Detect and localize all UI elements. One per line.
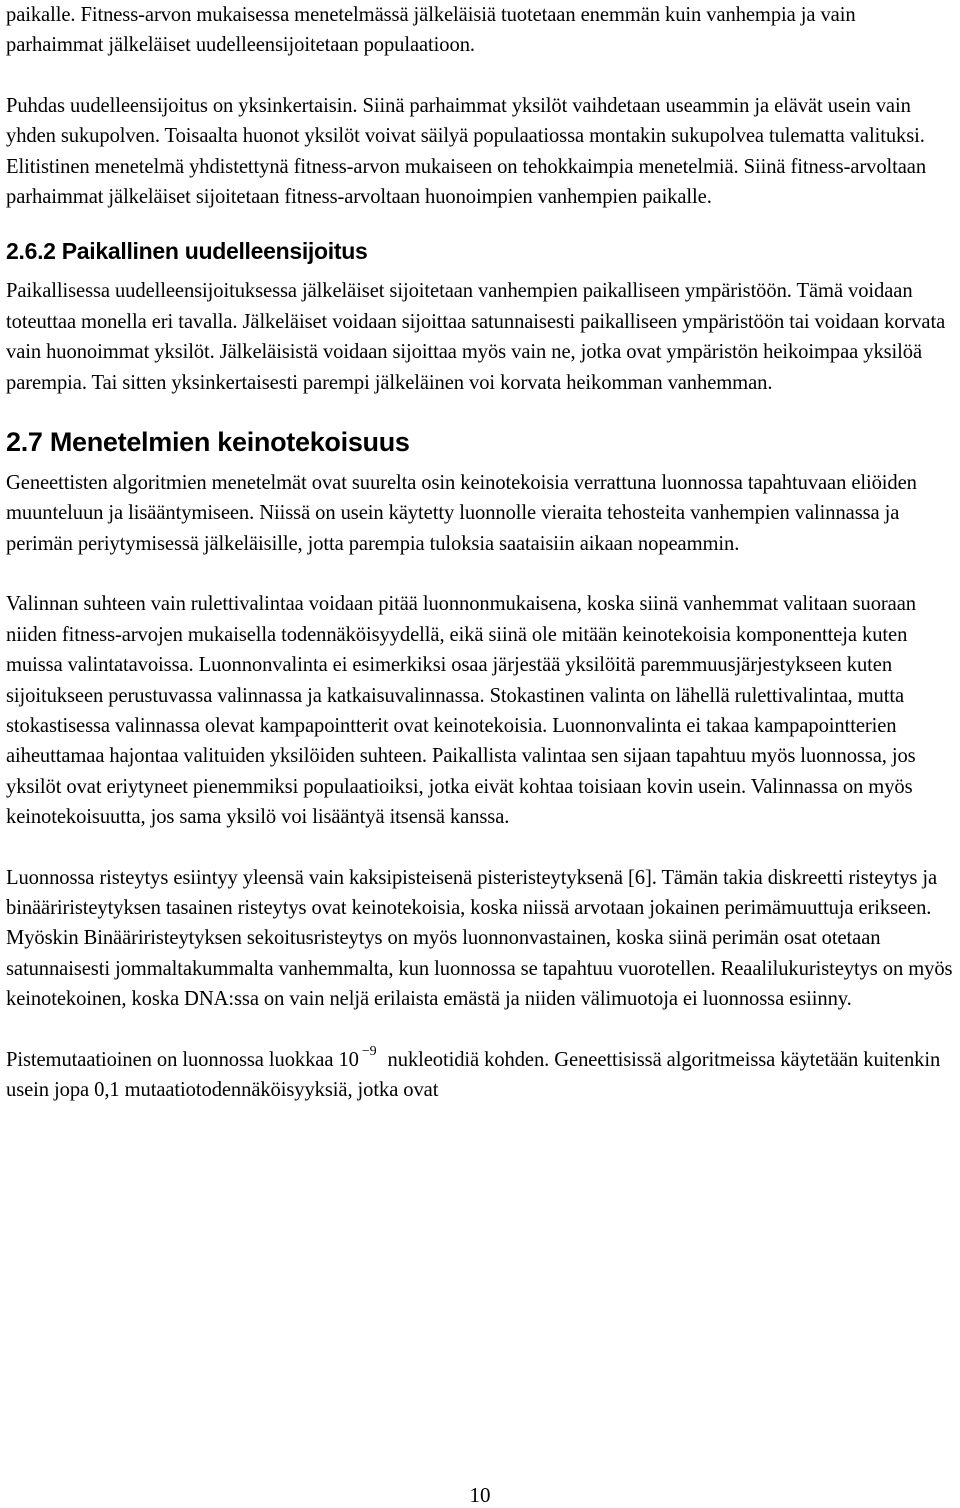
exponent-power: −9 — [361, 1043, 377, 1059]
document-page — [6, 0, 956, 1105]
section-heading-2-7: 2.7 Menetelmien keinotekoisuus — [6, 427, 410, 458]
paragraph-top: paikalle. Fitness-arvon mukaisessa menetelmässä jälkeläisiä tuotetaan enemmän kuin vanhempia ja vain parhaimmat jälkeläiset uudelleensijoitetaan populaatioon. — [6, 4, 856, 57]
paragraph-pure-reinsertion: Puhdas uudelleensijoitus on yksinkertaisin. Siinä parhaimmat yksilöt vaihdetaan useammin ja elävät usein vain yhden sukupolven. Toisaalta huonot yksilöt voivat säilyä populaatiossa montakin sukupolvea tulematta valituksi. Elitistinen menetelmä yhdistettynä fitness-arvon mukaiseen on tehokkaimpia menetelmiä. Siinä fitness-arvoltaan parhaimmat jälkeläiset sijoitetaan fitness-arvoltaan huonoimpien vanhempien paikalle. — [6, 94, 927, 209]
paragraph-selection: Valinnan suhteen vain rulettivalintaa voidaan pitää luonnonmukaisena, koska siinä vanhemmat valitaan suoraan niiden fitness-arvojen mukaisella todennäköisyydellä, eikä siinä ole mitään keinotekoisia komponentteja kuten muissa valintatavoissa. Luonnonvalinta ei esimerkiksi osaa järjestää yksilöitä paremmuusjärjestykseen kuten sijoitukseen perustuvassa valinnassa ja katkaisuvalinnassa. Stokastinen valinta on lähellä rulettivalintaa, mutta stokastisessa valinnassa olevat kampapointterit ovat keinotekoisia. Luonnonvalinta ei takaa kampapointterien aiheuttamaa hajontaa valituiden yksilöiden suhteen. Paikallista valintaa sen sijaan tapahtuu myös luonnossa, jos yksilöt ovat eriytyneet pienemmiksi populaatioiksi, jotka eivät kohtaa toisiaan kovin usein. Valinnassa on myös keinotekoisuutta, jos sama yksilö voi lisääntyä itsensä kanssa. — [6, 593, 916, 829]
page-number: 10 — [469, 1483, 491, 1507]
exponent-expression — [338, 1045, 384, 1075]
mutation-text-before: Pistemutaatioinen on luonnossa luokkaa — [6, 1048, 334, 1071]
paragraph-crossover: Luonnossa risteytys esiintyy yleensä vain kaksipisteisenä pisteristeytyksenä [6]. Tämän takia diskreetti risteytys ja binääriristeytyksen tasainen risteytys ovat keinotekoisia, koska niissä arvotaan jokainen perimämuuttuja erikseen. Myöskin Binääriristeytyksen sekoitusristeytys on myös luonnonvastainen, koska siinä perimän osat otetaan satunnaisesti jommaltakummalta vanhemmalta, kun luonnossa se tapahtuu vuorotellen. Reaalilukuristeytys on myös keinotekoinen, koska DNA:ssa on vain neljä erilaista emästä ja niiden välimuotoja ei luonnossa esiinny. — [6, 866, 953, 1011]
paragraph-local-reinsertion: Paikallisessa uudelleensijoituksessa jälkeläiset sijoitetaan vanhempien paikalliseen ympäristöön. Tämä voidaan toteuttaa monella eri tavalla. Jälkeläiset voidaan sijoittaa satunnaisesti paikalliseen ympäristöön tai voidaan korvata vain huonoimmat yksilöt. Jälkeläisistä voidaan sijoittaa myös vain ne, jotka ovat ympäristön heikoimpaa yksilöä parempia. Tai sitten yksinkertaisesti parempi jälkeläinen voi korvata heikomman vanhemman. — [6, 280, 946, 394]
paragraph-artificiality-intro: Geneettisten algoritmien menetelmät ovat suurelta osin keinotekoisia verrattuna luonnossa tapahtuvaan eliöiden muunteluun ja lisääntymiseen. Niissä on usein käytetty luonnolle vieraita tehosteita vanhempien valinnassa ja perimän periytymisessä jälkeläisille, jotta parempia tuloksia saataisiin aikaan nopeammin. — [6, 472, 917, 555]
exponent-base: 10 — [338, 1048, 359, 1071]
section-heading-2-6-2: 2.6.2 Paikallinen uudelleensijoitus — [6, 238, 368, 265]
paragraph-mutation — [6, 1045, 956, 1106]
mutation-text-after: nukleotidiä kohden. Geneettisissä algoritmeissa käytetään kuitenkin usein jopa 0,1 mutaatiotodennäköisyyksiä, jotka ovat — [6, 1048, 941, 1101]
